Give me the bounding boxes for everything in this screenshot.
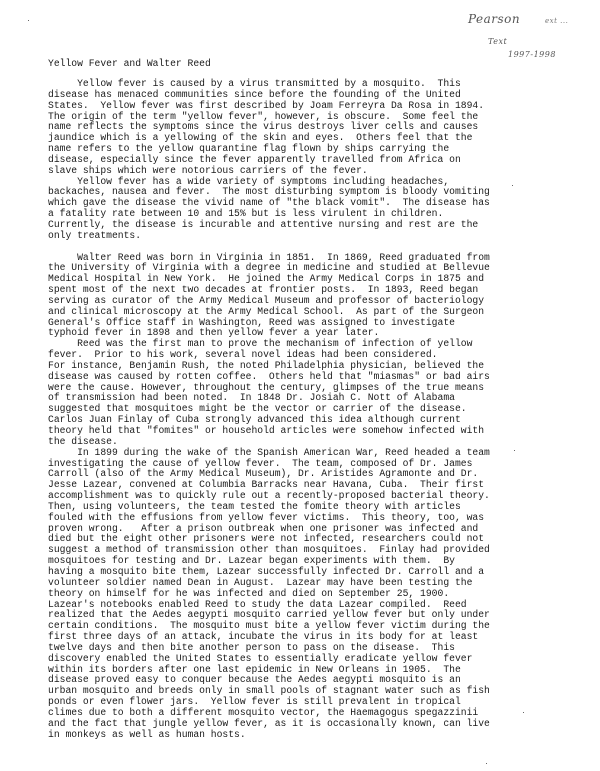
text-line: which gave the disease the vivid name of "the black vomit". The disease has xyxy=(48,197,490,209)
text-line: volunteer soldier named Dean in August. Lazear may have been testing the xyxy=(48,576,473,588)
text-line: having a mosquito bite them, Lazear successfully infected Dr. Carroll and a xyxy=(48,565,485,577)
text-line: Then, using volunteers, the team tested the fomite theory with articles xyxy=(48,500,461,512)
handwritten-annotation: Pearson xyxy=(468,12,521,26)
text-line: discovery enabled the United States to essentially eradicate yellow fever xyxy=(48,652,473,664)
handwritten-annotation-suffix: ext ... xyxy=(545,17,569,25)
text-line: climes due to both a different mosquito vector, the Haemagogus spegazzinii xyxy=(48,706,479,718)
text-line: theory held that "fomites" or household articles were somehow infected with xyxy=(48,425,485,436)
text-line: name reflects the symptoms since the virus destroys liver cells and causes xyxy=(48,121,479,133)
text-line: and the fact that jungle yellow fever, as it is occasionally known, can live xyxy=(48,717,490,729)
text-line: and clinical microscopy at the Army Medical School. As part of the Surgeon xyxy=(48,305,485,317)
text-line: Carroll (also of the Army Medical Museum), Dr. Aristides Agramonte and Dr. xyxy=(48,468,479,480)
scan-speck xyxy=(514,450,515,451)
scan-speck xyxy=(512,185,513,186)
text-line: Walter Reed was born in Virginia in 1851. In 1869, Reed graduated from xyxy=(48,251,490,263)
text-line: only treatments. xyxy=(48,229,142,241)
text-line: urban mosquito and breeds only in small pools of stagnant water such as fish xyxy=(48,685,490,697)
text-line: Yellow fever is caused by a virus transmitted by a mosquito. This xyxy=(48,78,461,89)
text-line: disease, especially since the fever apparently travelled from Africa on xyxy=(48,153,461,165)
text-line: suggested that mosquitoes might be the vector or carrier of the disease. xyxy=(48,403,467,415)
text-line: investigating the cause of yellow fever. The team, composed of Dr. James xyxy=(48,457,473,469)
text-line: a fatality rate between 10 and 15% but is less virulent in children. xyxy=(48,208,444,220)
text-line: the University of Virginia with a degree in medicine and studied at Bellevue xyxy=(48,262,490,274)
text-line: Jesse Lazear, convened at Columbia Barracks near Havana, Cuba. Their first xyxy=(48,479,485,491)
scan-speck xyxy=(28,20,29,21)
text-line: of transmission had been noted. In 1848 Dr. Josiah C. Nott of Alabama xyxy=(48,392,455,404)
text-line: serving as curator of the Army Medical Museum and professor of bacteriology xyxy=(48,294,485,306)
text-line: in monkeys as well as human hosts. xyxy=(48,728,246,740)
text-line: the disease. xyxy=(48,435,118,447)
text-line: proven wrong. After a prison outbreak when one prisoner was infected and xyxy=(48,522,479,534)
text-line: disease proved easy to conquer because the Aedes aegypti mosquito is an xyxy=(48,674,461,686)
text-line: within its borders after one last epidemic in New Orleans in 1905. The xyxy=(48,663,461,675)
handwritten-annotation-text: Text xyxy=(488,37,508,46)
text-line: theory on himself for he was infected and died on September 25, 1900. xyxy=(48,587,450,599)
text-line: For instance, Benjamin Rush, the noted Philadelphia physician, believed the xyxy=(48,359,485,371)
text-line: suggest a method of transmission other than mosquitoes. Finlay had provided xyxy=(48,544,490,556)
text-line: Lazear's notebooks enabled Reed to study the data Lazear compiled. Reed xyxy=(48,598,467,610)
text-line: Currently, the disease is incurable and attentive nursing and rest are the xyxy=(48,218,479,230)
text-line: name refers to the yellow quarantine flag flown by ships carrying the xyxy=(48,143,450,155)
scan-speck xyxy=(523,712,524,713)
text-line: disease has menaced communities since before the founding of the United xyxy=(48,88,461,100)
text-line: accomplishment was to quickly rule out a recently-proposed bacterial theory. xyxy=(48,490,490,502)
text-line: twelve days and then bite another person to pass on the disease. This xyxy=(48,641,455,653)
handwritten-annotation-years: 1997-1998 xyxy=(508,50,556,59)
text-line: Reed was the first man to prove the mechanism of infection of yellow xyxy=(48,338,473,350)
text-line: General's Office staff in Washington, Reed was assigned to investigate xyxy=(48,316,455,328)
scan-speck xyxy=(486,763,487,764)
text-line: fever. Prior to his work, several novel ideas had been considered. xyxy=(48,349,438,361)
text-line: mosquitoes for testing and Dr. Lazear began experiments with them. By xyxy=(48,555,455,567)
text-line: The origin of the term "yellow fever", however, is obscure. Some feel the xyxy=(48,110,479,122)
text-line: jaundice which is a yellowing of the skin and eyes. Others feel that the xyxy=(48,132,473,144)
text-line: States. Yellow fever was first described by Joam Ferreyra Da Rosa in 1894. xyxy=(48,99,485,111)
text-line: slave ships which were notorious carriers of the fever. xyxy=(48,164,368,176)
text-line: In 1899 during the wake of the Spanish American War, Reed headed a team xyxy=(48,446,490,458)
text-line: Medical Hospital in New York. He joined the Army Medical Corps in 1875 and xyxy=(48,273,485,285)
text-line: spent most of the next two decades at frontier posts. In 1893, Reed began xyxy=(48,284,479,296)
text-line: typhoid fever in 1898 and then yellow fever a year later. xyxy=(48,327,380,339)
text-line: first three days of an attack, incubate the virus in its body for at least xyxy=(48,631,479,643)
text-line: fouled with the effusions from yellow fever victims. This theory, too, was xyxy=(48,511,485,523)
document-body xyxy=(48,79,490,740)
text-line: backaches, nausea and fever. The most disturbing symptom is bloody vomiting xyxy=(48,186,490,198)
text-line: Carlos Juan Finlay of Cuba strongly advanced this idea although current xyxy=(48,414,461,426)
text-line: certain conditions. The mosquito must bite a yellow fever victim during the xyxy=(48,620,490,632)
text-line: Yellow fever has a wide variety of symptoms including headaches, xyxy=(48,175,450,187)
text-line: were the cause. However, throughout the century, glimpses of the true means xyxy=(48,381,485,393)
text-line: disease was caused by rotten coffee. Others held that "miasmas" or bad airs xyxy=(48,370,490,382)
document-title: Yellow Fever and Walter Reed xyxy=(48,58,211,69)
text-line: ponds or even flower jars. Yellow fever is still prevalent in tropical xyxy=(48,696,461,708)
text-line: died but the eight other prisoners were not infected, researchers could not xyxy=(48,533,485,545)
paragraph-break xyxy=(48,242,490,253)
text-line: realized that the Aedes aegypti mosquito carried yellow fever but only under xyxy=(48,609,490,621)
